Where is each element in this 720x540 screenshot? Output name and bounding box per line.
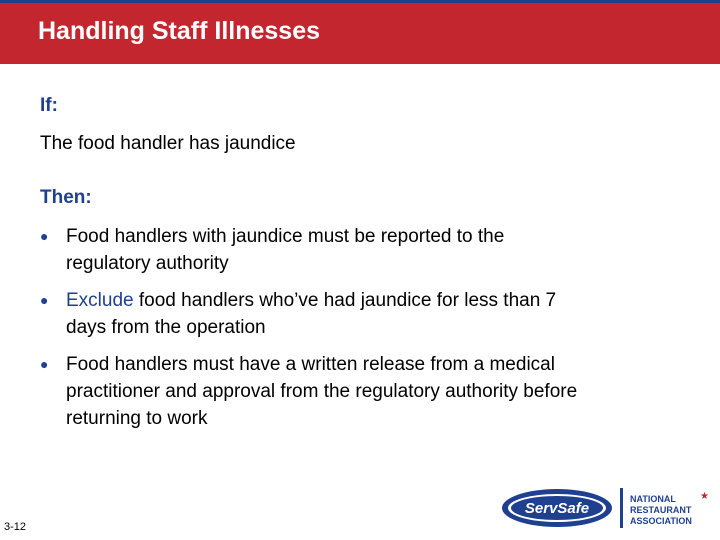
bullet-item [40, 287, 580, 341]
bullet-dot-icon: ● [40, 292, 49, 308]
nra-logo-line: NATIONAL [630, 494, 676, 504]
nra-logo-line: ASSOCIATION [630, 516, 692, 526]
bullet-text: food handlers who’ve had jaundice for less than 7 days from the operation [66, 290, 557, 338]
if-heading: If: [40, 95, 58, 116]
servsafe-logo-text: ServSafe [524, 500, 590, 517]
servsafe-logo [500, 485, 615, 531]
slide-title: Handling Staff Illnesses [38, 17, 321, 45]
logo-divider [620, 488, 623, 528]
bullet-text: Food handlers must have a written release from a medical practitioner and approval from the regulatory authority before returning to work [66, 354, 578, 429]
then-heading: Then: [40, 187, 92, 208]
bullet-emphasis: Exclude [66, 290, 134, 311]
star-icon: ★ [700, 491, 709, 502]
bullet-item [40, 223, 580, 277]
nra-logo-line: RESTAURANT [630, 505, 692, 515]
bullet-dot-icon: ● [40, 228, 49, 244]
nra-logo [628, 490, 712, 532]
then-bullet-list [40, 223, 580, 442]
page-number: 3-12 [4, 521, 27, 533]
bullet-dot-icon: ● [40, 356, 49, 372]
bullet-item [40, 351, 580, 432]
title-accent-line [0, 0, 720, 3]
bullet-text: Food handlers with jaundice must be reported to the regulatory authority [66, 226, 505, 274]
title-bar [0, 0, 720, 64]
if-text: The food handler has jaundice [40, 133, 296, 154]
